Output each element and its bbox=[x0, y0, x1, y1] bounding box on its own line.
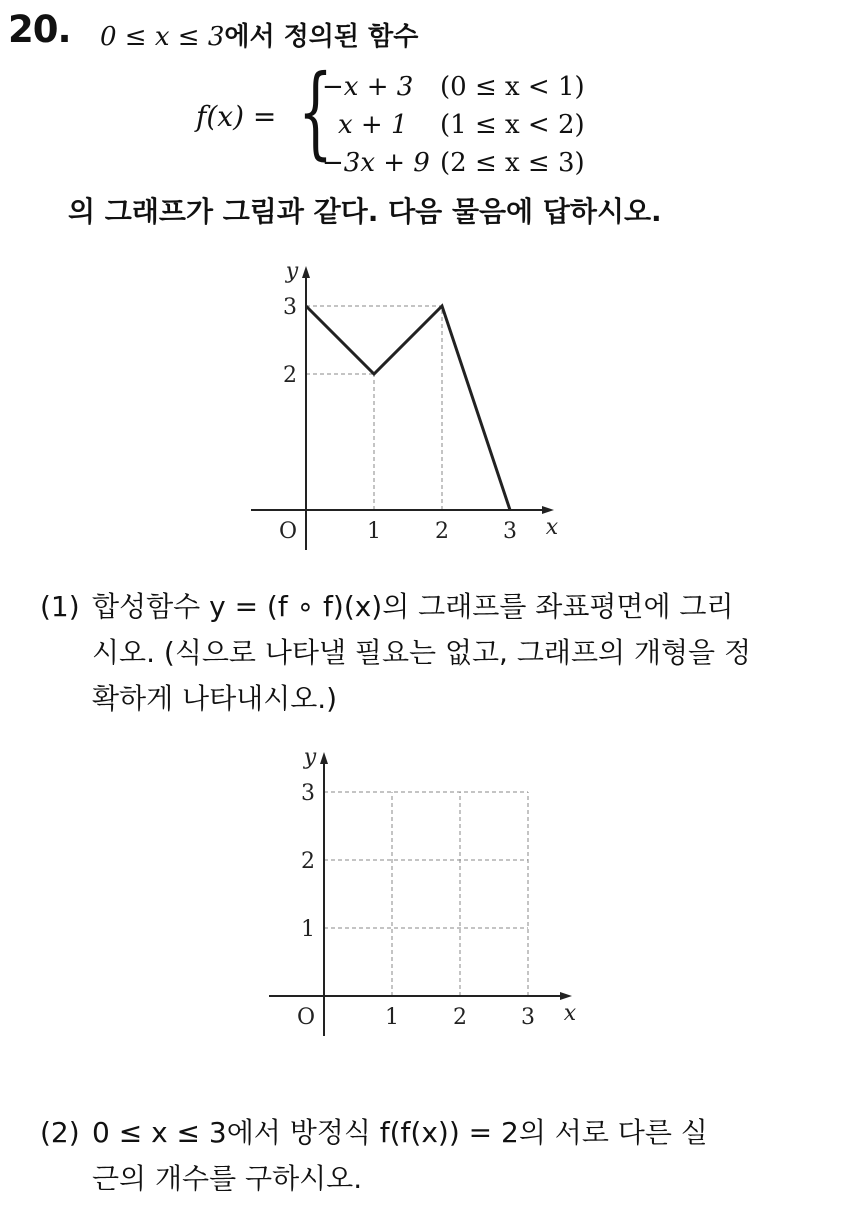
x-axis-label: x bbox=[545, 515, 559, 540]
case-row bbox=[322, 144, 585, 182]
case-expr: x + 1 bbox=[338, 110, 408, 140]
question-text: 합성함수 y = (f ∘ f)(x)의 그래프를 좌표평면에 그리 bbox=[92, 590, 734, 623]
x-tick-label: 3 bbox=[521, 1005, 535, 1030]
x-tick-label: 3 bbox=[503, 519, 517, 544]
x-axis-arrow bbox=[542, 506, 554, 514]
x-tick-label: 1 bbox=[367, 519, 381, 544]
problem-statement bbox=[100, 16, 418, 53]
y-tick-label: 2 bbox=[301, 849, 315, 874]
x-axis-label: x bbox=[563, 1001, 577, 1026]
case-row bbox=[322, 68, 585, 106]
y-tick-label: 2 bbox=[283, 363, 297, 388]
origin-label: O bbox=[278, 519, 298, 544]
domain-math: 0 ≤ x ≤ 3 bbox=[100, 22, 225, 52]
case-row bbox=[322, 106, 585, 144]
problem-number: 20. bbox=[8, 8, 71, 51]
question-1 bbox=[40, 584, 820, 722]
piecewise-cases bbox=[322, 68, 585, 182]
origin-label: O bbox=[296, 1005, 316, 1030]
question-text: 0 ≤ x ≤ 3에서 방정식 f(f(x)) = 2의 서로 다른 실 bbox=[92, 1116, 708, 1149]
case-cond: (2 ≤ x ≤ 3) bbox=[440, 148, 585, 178]
function-curve bbox=[306, 306, 510, 510]
x-axis-arrow bbox=[560, 992, 572, 1000]
y-axis-arrow bbox=[302, 266, 310, 278]
function-label: f(x) = bbox=[196, 100, 277, 133]
question-text: 근의 개수를 구하시오. bbox=[92, 1162, 363, 1195]
case-expr: −3x + 9 bbox=[322, 148, 430, 178]
x-tick-label: 2 bbox=[453, 1005, 467, 1030]
case-cond: (1 ≤ x < 2) bbox=[440, 110, 585, 140]
answer-grid bbox=[250, 740, 590, 1050]
question-text: 확하게 나타내시오.) bbox=[92, 682, 338, 715]
y-axis-arrow bbox=[320, 752, 328, 764]
question-label: (2) bbox=[40, 1116, 80, 1149]
question-text: 시오. (식으로 나타낼 필요는 없고, 그래프의 개형을 정 bbox=[92, 636, 752, 669]
y-tick-label: 1 bbox=[301, 917, 315, 942]
x-tick-label: 2 bbox=[435, 519, 449, 544]
y-tick-label: 3 bbox=[301, 781, 315, 806]
function-graph bbox=[230, 250, 580, 560]
case-cond: (0 ≤ x < 1) bbox=[440, 72, 585, 102]
cases-brace: { bbox=[298, 53, 333, 170]
y-axis-label: y bbox=[285, 259, 299, 284]
x-tick-label: 1 bbox=[385, 1005, 399, 1030]
y-tick-label: 3 bbox=[283, 295, 297, 320]
question-label: (1) bbox=[40, 590, 80, 623]
y-axis-label: y bbox=[303, 745, 317, 770]
question-2 bbox=[40, 1110, 820, 1202]
problem-closing: 의 그래프가 그림과 같다. 다음 물음에 답하시오. bbox=[68, 195, 662, 228]
case-expr: −x + 3 bbox=[322, 72, 414, 102]
domain-suffix: 에서 정의된 함수 bbox=[224, 22, 419, 52]
